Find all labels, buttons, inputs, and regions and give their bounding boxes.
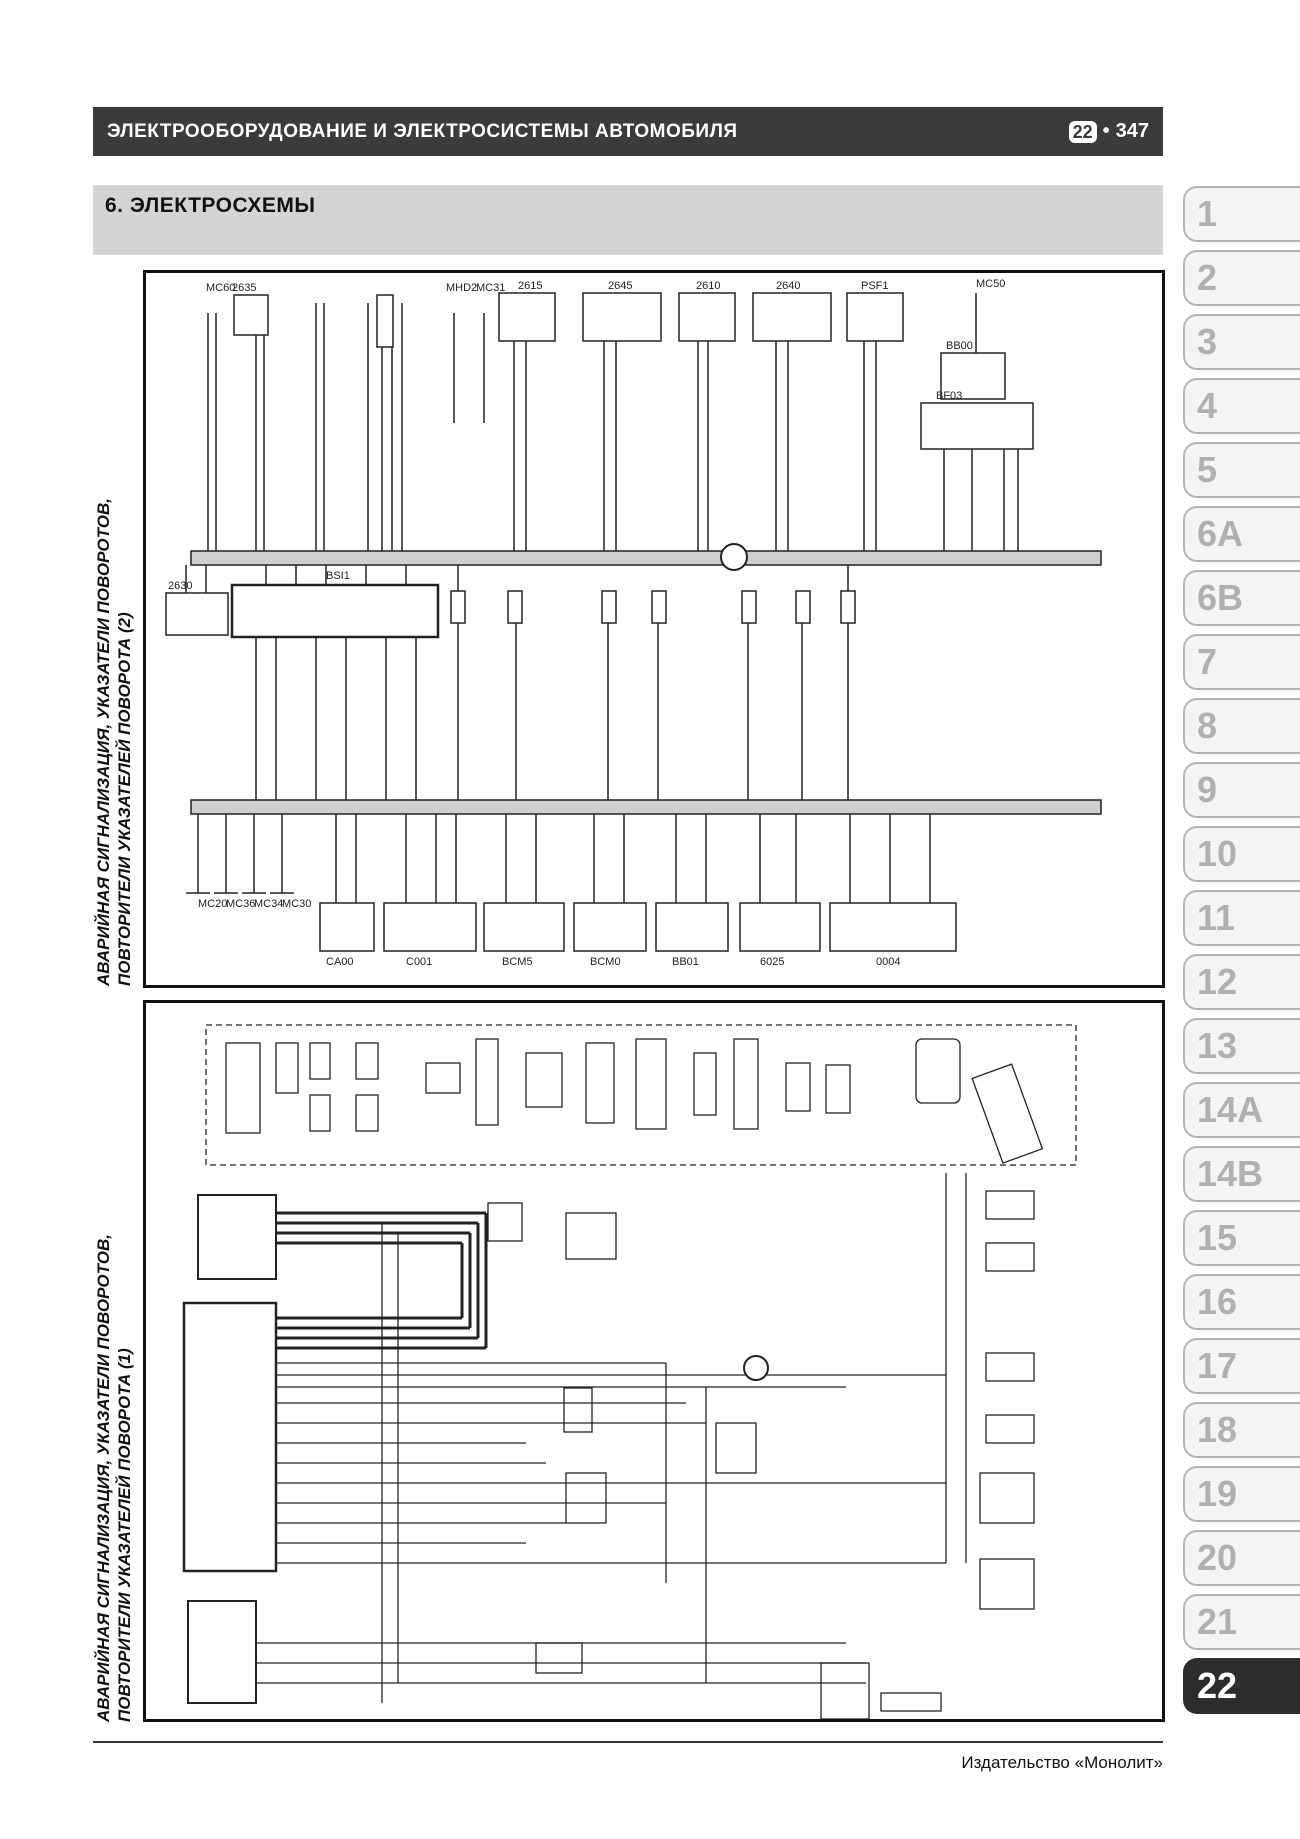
component-label-mc20: MC20 xyxy=(198,898,228,910)
chapter-tabs xyxy=(1183,186,1300,1722)
component-label-bb00: BB00 xyxy=(946,340,973,352)
component-label-2610: 2610 xyxy=(696,280,721,292)
component-label-c001: C001 xyxy=(406,956,433,968)
component-label-0004: 0004 xyxy=(876,956,901,968)
chapter-tab-18[interactable]: 18 xyxy=(1183,1402,1300,1458)
chapter-tab-17[interactable]: 17 xyxy=(1183,1338,1300,1394)
chapter-tab-4[interactable]: 4 xyxy=(1183,378,1300,434)
chapter-tab-12[interactable]: 12 xyxy=(1183,954,1300,1010)
chapter-tab-5[interactable]: 5 xyxy=(1183,442,1300,498)
chapter-tab-3[interactable]: 3 xyxy=(1183,314,1300,370)
component-label-2645: 2645 xyxy=(608,280,633,292)
wiring-diagram-bottom xyxy=(143,1000,1165,1722)
header-separator: • xyxy=(1102,120,1110,142)
chapter-tab-11[interactable]: 11 xyxy=(1183,890,1300,946)
component-label-mc31: MC31 xyxy=(476,282,506,294)
chapter-badge: 22 xyxy=(1069,121,1097,143)
chapter-tab-9[interactable]: 9 xyxy=(1183,762,1300,818)
component-label-mc36: MC36 xyxy=(226,898,256,910)
header-page-number xyxy=(1069,120,1149,143)
chapter-tab-16[interactable]: 16 xyxy=(1183,1274,1300,1330)
chapter-tab-15[interactable]: 15 xyxy=(1183,1210,1300,1266)
component-label-mc34: MC34 xyxy=(254,898,284,910)
component-label-bcm5: BCM5 xyxy=(502,956,533,968)
publisher-credit: Издательство «Монолит» xyxy=(961,1753,1163,1772)
wiring-diagram-bottom-svg xyxy=(146,1003,1162,1719)
wiring-diagram-top-svg xyxy=(146,273,1162,985)
caption-line: ПОВТОРИТЕЛИ УКАЗАТЕЛЕЙ ПОВОРОТА (1) xyxy=(115,1348,134,1722)
chapter-tab-7[interactable]: 7 xyxy=(1183,634,1300,690)
chapter-tab-6a[interactable]: 6A xyxy=(1183,506,1300,562)
component-label-bsi1: BSI1 xyxy=(326,570,350,582)
page-header xyxy=(93,107,1163,156)
component-label-bcm0: BCM0 xyxy=(590,956,621,968)
component-label-2635: 2635 xyxy=(232,282,257,294)
page-number: 347 xyxy=(1115,120,1149,142)
component-label-mc50: MC50 xyxy=(976,278,1006,290)
component-label-2630: 2630 xyxy=(168,580,193,592)
chapter-tab-8[interactable]: 8 xyxy=(1183,698,1300,754)
chapter-tab-19[interactable]: 19 xyxy=(1183,1466,1300,1522)
chapter-tab-6b[interactable]: 6B xyxy=(1183,570,1300,626)
component-label-6025: 6025 xyxy=(760,956,785,968)
component-label-mhd2: MHD2 xyxy=(446,282,478,294)
chapter-tab-10[interactable]: 10 xyxy=(1183,826,1300,882)
component-label-2640: 2640 xyxy=(776,280,801,292)
component-label-2615: 2615 xyxy=(518,280,543,292)
diagram-top-caption xyxy=(93,498,135,986)
component-label-psf1: PSF1 xyxy=(861,280,889,292)
header-title: ЭЛЕКТРООБОРУДОВАНИЕ И ЭЛЕКТРОСИСТЕМЫ АВТОМОБИЛЯ xyxy=(107,120,738,142)
chapter-tab-21[interactable]: 21 xyxy=(1183,1594,1300,1650)
component-label-mc60: MC60 xyxy=(206,282,236,294)
chapter-tab-2[interactable]: 2 xyxy=(1183,250,1300,306)
chapter-tab-1[interactable]: 1 xyxy=(1183,186,1300,242)
section-title: 6. ЭЛЕКТРОСХЕМЫ xyxy=(105,194,316,217)
caption-line: ПОВТОРИТЕЛИ УКАЗАТЕЛЕЙ ПОВОРОТА (2) xyxy=(115,612,134,986)
section-heading xyxy=(93,185,1163,255)
footer-divider xyxy=(93,1741,1163,1743)
component-label-bb01: BB01 xyxy=(672,956,699,968)
diagram-bottom-caption xyxy=(93,1234,135,1722)
caption-line: АВАРИЙНАЯ СИГНАЛИЗАЦИЯ, УКАЗАТЕЛИ ПОВОРОТОВ, xyxy=(94,497,113,986)
component-label-ca00: CA00 xyxy=(326,956,354,968)
chapter-tab-13[interactable]: 13 xyxy=(1183,1018,1300,1074)
component-label-mc30: MC30 xyxy=(282,898,312,910)
chapter-tab-22[interactable]: 22 xyxy=(1183,1658,1300,1714)
chapter-tab-14b[interactable]: 14B xyxy=(1183,1146,1300,1202)
component-label-bf03: BF03 xyxy=(936,390,963,402)
caption-line: АВАРИЙНАЯ СИГНАЛИЗАЦИЯ, УКАЗАТЕЛИ ПОВОРОТОВ, xyxy=(94,1233,113,1722)
chapter-tab-14a[interactable]: 14A xyxy=(1183,1082,1300,1138)
wiring-diagram-top xyxy=(143,270,1165,988)
chapter-tab-20[interactable]: 20 xyxy=(1183,1530,1300,1586)
